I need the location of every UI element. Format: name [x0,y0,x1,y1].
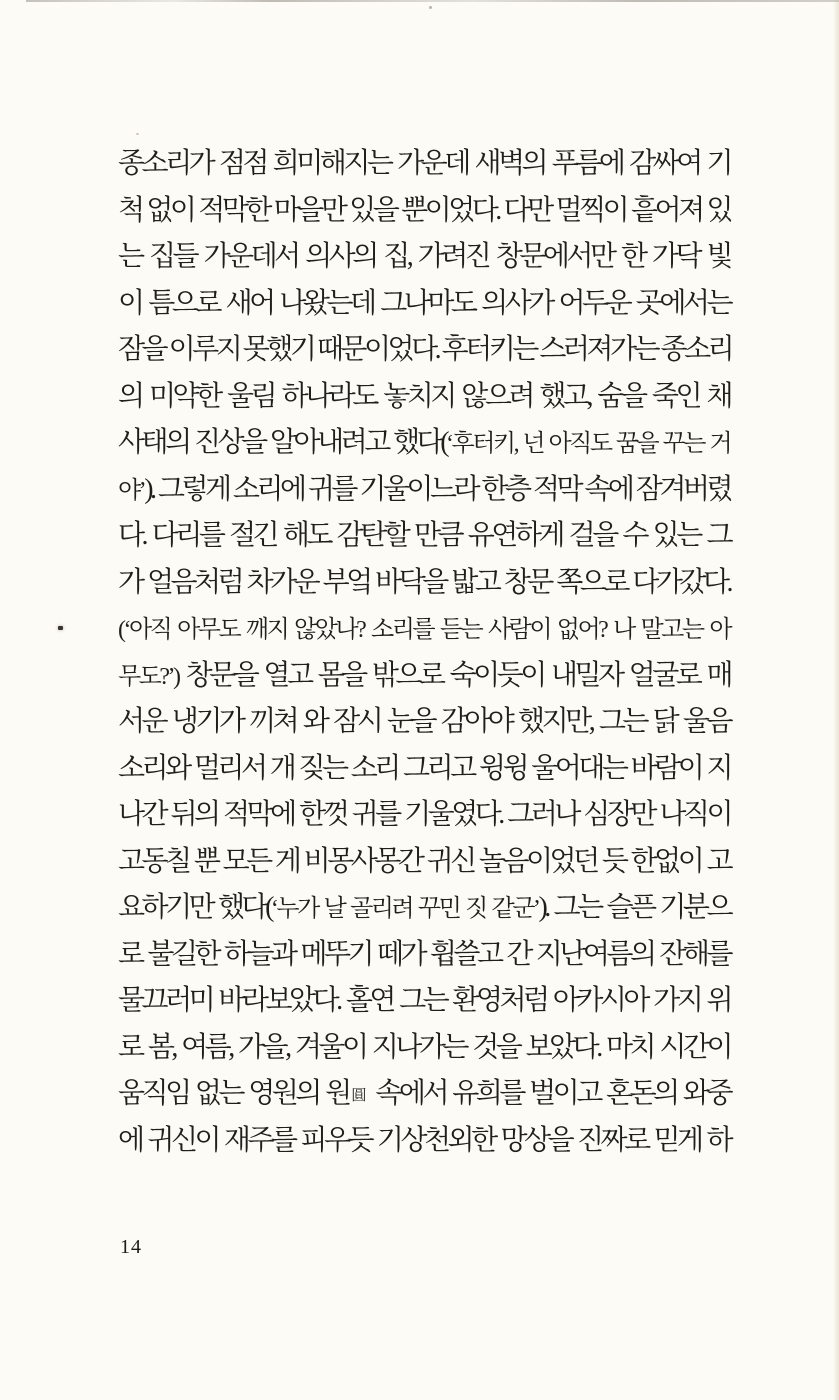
scan-speck [136,133,139,135]
body-text-segment: 로 봄, 여름, 가을, 겨울이 지나가는 것을 보았다. 마치 시간이 [118,1031,730,1063]
text-line [118,513,730,560]
body-text-segment: 창문을 열고 몸을 밖으로 숙이듯이 내밀자 얼굴로 매 [178,659,730,691]
inner-monologue-text: ‘후터키, 넌 아직도 꿈을 꾸는 거 [446,431,731,457]
text-line [118,606,730,653]
text-line [118,839,730,886]
body-text-segment: 종소리가 점점 희미해지는 가운데 새벽의 푸름에 감싸여 기 [118,148,730,179]
text-line [118,699,730,746]
body-text-segment: 이 틈으로 새어 나왔는데 그나마도 의사가 어두운 곳에서는 [118,287,730,319]
text-line [118,932,730,979]
text-line [118,746,730,793]
text-line [118,978,730,1025]
text-line [118,327,730,374]
body-text-segment: 소리와 멀리서 개 짖는 소리 그리고 윙윙 울어대는 바람이 지 [118,752,730,784]
text-line [118,374,730,421]
text-line [118,1025,730,1072]
scan-edge-shadow [833,0,839,1400]
hanja-gloss: 圓 [348,1088,370,1104]
text-line [118,420,730,467]
inner-monologue-text: (‘아직 아무도 깨지 않았나? 소리를 듣는 사람이 없어? 나 말고는 아 [118,617,730,643]
text-line [118,885,730,932]
body-text-segment: ). 그는 슬픈 기분으 [538,892,730,923]
inner-monologue-text: 야’ [118,477,145,504]
text-line [118,560,730,607]
body-text-segment: 다. 다리를 절긴 해도 감탄할 만큼 유연하게 걸을 수 있는 그 [118,520,730,551]
body-text [118,141,730,1164]
scan-speck [58,626,63,630]
body-text-segment: 로 불길한 하늘과 메뚜기 떼가 휩쓸고 간 지난여름의 잔해를 [118,938,730,970]
text-line [118,1118,730,1165]
body-text-segment: 가 얼음처럼 차가운 부엌 바닥을 밟고 창문 쪽으로 다가갔다. [118,566,730,598]
body-text-segment: 의 미약한 울림 하나라도 놓치지 않으려 했고, 숨을 죽인 채 [118,380,730,412]
scan-speck [429,6,432,9]
text-line [118,792,730,839]
body-text-segment: 서운 냉기가 끼쳐 와 잠시 눈을 감아야 했지만, 그는 닭 울음 [118,706,730,737]
body-text-segment: 속에서 유희를 벌이고 혼돈의 와중 [369,1078,730,1109]
text-line [118,141,730,188]
body-text-segment: 요하기만 했다( [118,892,271,923]
text-line [118,188,730,235]
text-line [118,1071,730,1118]
body-text-segment: 나간 뒤의 적막에 한껏 귀를 기울였다. 그러나 심장만 나직이 [118,799,730,830]
body-text-segment: 움직임 없는 영원의 원 [118,1078,349,1109]
inner-monologue-text: 무도?’) [118,663,179,690]
page-number: 14 [120,1236,142,1258]
body-text-segment: 에 귀신이 재주를 피우듯 기상천외한 망상을 진짜로 믿게 하 [118,1124,730,1156]
scan-edge-line [26,0,839,2]
body-text-segment: 는 집들 가운데서 의사의 집, 가려진 창문에서만 한 가닥 빛 [118,241,730,272]
body-text-segment: 고동칠 뿐 모든 게 비몽사몽간 귀신 놀음이었던 듯 한없이 고 [118,845,730,877]
body-text-segment: 사태의 진상을 알아내려고 했다( [118,427,447,458]
body-text-segment: 척 없이 적막한 마을만 있을 뿐이었다. 다만 멀찍이 흩어져 있 [118,194,730,226]
body-text-segment: ). 그렇게 소리에 귀를 기울이느라 한층 적막 속에 잠겨버렸 [144,473,730,505]
text-line [118,653,730,700]
text-line [118,234,730,281]
text-line [118,467,730,514]
text-line [118,281,730,328]
inner-monologue-text: ‘누가 날 골리려 꾸민 짓 같군’ [270,896,539,922]
body-text-segment: 물끄러미 바라보았다. 홀연 그는 환영처럼 아카시아 가지 위 [118,985,730,1016]
body-text-segment: 잠을 이루지 못했기 때문이었다. 후터키는 스러져가는 종소리 [118,334,732,365]
